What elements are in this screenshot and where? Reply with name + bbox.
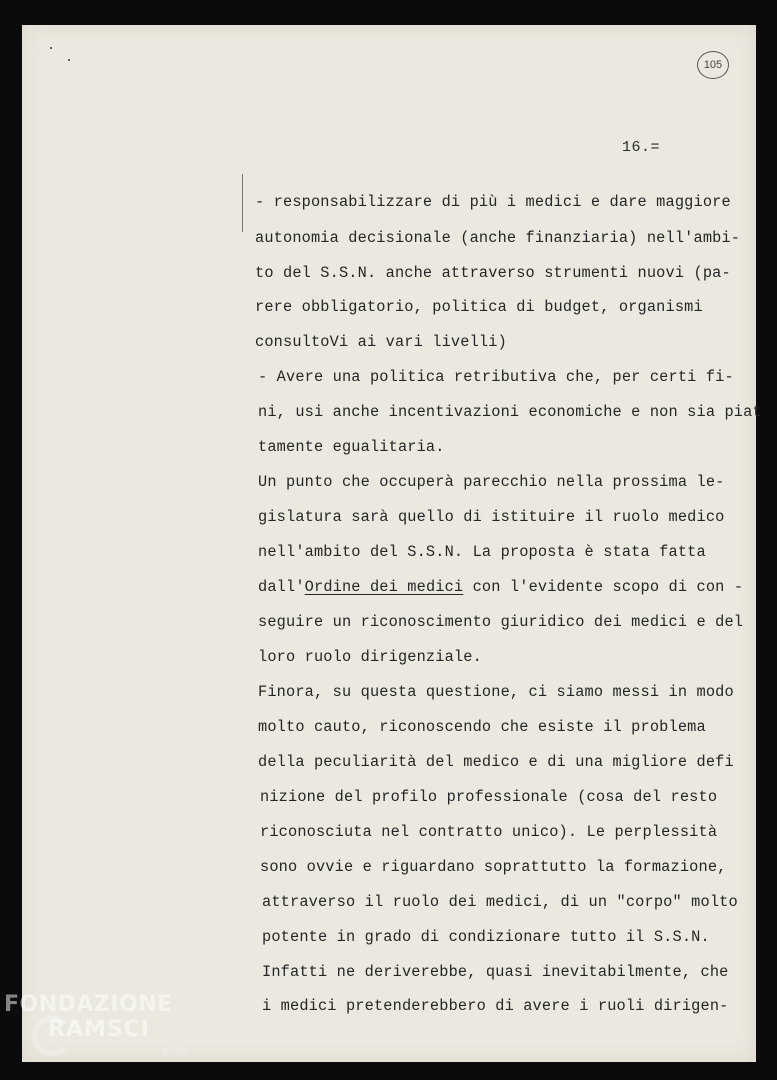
- text-line: [258, 578, 743, 596]
- text-segment: dall': [258, 578, 305, 596]
- text-line: Infatti ne deriverebbe, quasi inevitabilmente, che: [262, 963, 729, 981]
- dust-speck: [50, 47, 52, 49]
- text-line: molto cauto, riconoscendo che esiste il problema: [258, 718, 706, 736]
- text-line: sono ovvie e riguardano soprattutto la formazione,: [260, 858, 727, 876]
- archive-stamp: [697, 51, 729, 79]
- text-line: rere obbligatorio, politica di budget, organismi: [255, 298, 703, 316]
- text-line: i medici pretenderebbero di avere i ruoli dirigen-: [262, 997, 729, 1015]
- text-line: attraverso il ruolo dei medici, di un "corpo" molto: [262, 893, 738, 911]
- text-line: nell'ambito del S.S.N. La proposta è stata fatta: [258, 543, 706, 561]
- text-line: seguire un riconoscimento giuridico dei medici e del: [258, 613, 744, 631]
- text-line: consultoVi ai vari livelli): [255, 333, 507, 351]
- margin-mark: [242, 174, 243, 232]
- text-line: autonomia decisionale (anche finanziaria) nell'ambi-: [255, 229, 741, 247]
- page-number: 16.=: [622, 139, 661, 156]
- text-line: Finora, su questa questione, ci siamo messi in modo: [258, 683, 734, 701]
- dust-speck: [68, 59, 70, 61]
- text-line: loro ruolo dirigenziale.: [258, 648, 482, 666]
- text-line: - responsabilizzare di più i medici e dare maggiore: [255, 193, 731, 211]
- text-line: gislatura sarà quello di istituire il ruolo medico: [258, 508, 725, 526]
- underlined-phrase: Ordine dei medici: [304, 578, 464, 596]
- text-line: tamente egualitaria.: [258, 438, 445, 456]
- text-line: riconosciuta nel contratto unico). Le perplessità: [260, 823, 718, 841]
- text-line: - Avere una politica retributiva che, per certi fi-: [258, 368, 734, 386]
- text-line: Un punto che occuperà parecchio nella prossima le-: [258, 473, 725, 491]
- watermark-line1: FONDAZIONE: [4, 992, 173, 1017]
- text-line: to del S.S.N. anche attraverso strumenti nuovi (pa-: [255, 264, 731, 282]
- text-segment: con l'evidente scopo di con -: [463, 578, 744, 596]
- watermark-line2: RAMSCI: [48, 1017, 151, 1042]
- fondazione-gramsci-watermark: [4, 992, 199, 1072]
- text-line: nizione del profilo professionale (cosa del resto: [260, 788, 718, 806]
- archive-stamp-number: 105: [703, 59, 723, 71]
- text-line: della peculiarità del medico e di una migliore defi: [258, 753, 734, 771]
- watermark-line3: onlus: [162, 1046, 189, 1057]
- text-line: ni, usi anche incentivazioni economiche e non sia piat: [258, 403, 762, 421]
- text-line: potente in grado di condizionare tutto il S.S.N.: [262, 928, 710, 946]
